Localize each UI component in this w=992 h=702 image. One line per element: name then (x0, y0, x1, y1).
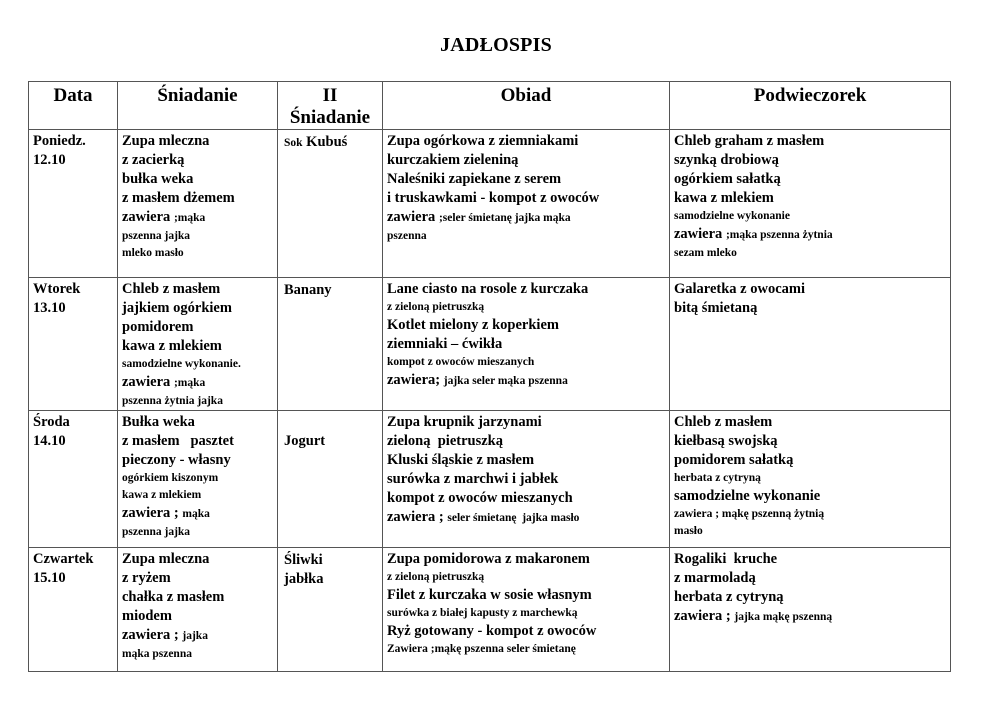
menu-line: jabłka (284, 571, 324, 587)
menu-line: kawa z mlekiem (674, 190, 774, 206)
drink-name: Kubuś (306, 134, 348, 150)
snack-cell (670, 411, 951, 548)
lunch-cell (383, 130, 670, 278)
menu-line: z ryżem (122, 570, 171, 586)
allergens-label: zawiera (387, 209, 436, 225)
date-cell (29, 130, 118, 278)
allergens-label: zawiera ; (674, 608, 731, 624)
menu-line: Ryż gotowany - kompot z owoców (387, 623, 597, 639)
menu-line: z masłem pasztet (122, 433, 234, 449)
menu-line: herbata z cytryną (674, 589, 784, 605)
menu-line: kompot z owoców mieszanych (387, 356, 535, 368)
allergens-text: pszenna (387, 230, 427, 242)
day-date: 13.10 (33, 300, 66, 316)
menu-line: jajkiem ogórkiem (122, 300, 232, 316)
menu-table (28, 81, 951, 672)
header-second-breakfast (278, 82, 383, 130)
menu-line: bitą śmietaną (674, 300, 758, 316)
menu-line: i truskawkami - kompot z owoców (387, 190, 600, 206)
menu-line: Filet z kurczaka w sosie własnym (387, 587, 592, 603)
header-snack: Podwieczorek (670, 82, 951, 130)
allergens-text: ;mąka (173, 212, 206, 224)
day-date: 12.10 (33, 152, 66, 168)
menu-line: z marmoladą (674, 570, 756, 586)
allergens-text: Zawiera ;mąkę pszenna seler śmietanę (387, 643, 576, 655)
preparation-note: samodzielne wykonanie (674, 210, 790, 222)
date-cell (29, 411, 118, 548)
second-breakfast-cell (278, 411, 383, 548)
allergens-label: zawiera (122, 209, 171, 225)
menu-line: Chleb z masłem (122, 281, 221, 297)
menu-line: Śliwki (284, 552, 323, 568)
menu-line: Bułka weka (122, 414, 195, 430)
menu-line: chałka z masłem (122, 589, 225, 605)
menu-line: z zieloną pietruszką (387, 301, 485, 313)
allergens-text: pszenna jajka (122, 230, 191, 242)
allergens-text: zawiera ; mąkę pszenną żytnią (674, 508, 825, 520)
menu-line: ogórkiem kiszonym (122, 472, 219, 484)
menu-line: Zupa pomidorowa z makaronem (387, 551, 590, 567)
allergens-text: pszenna żytnia jajka (122, 395, 223, 407)
allergens-text: ;mąka (173, 377, 206, 389)
menu-line: ogórkiem sałatką (674, 171, 781, 187)
header-lunch: Obiad (383, 82, 670, 130)
menu-line: pomidorem (122, 319, 194, 335)
day-name: Wtorek (33, 281, 81, 297)
allergens-text: pszenna jajka (122, 526, 191, 538)
menu-line: Zupa mleczna (122, 133, 210, 149)
breakfast-cell (118, 278, 278, 411)
menu-line: kawa z mlekiem (122, 338, 222, 354)
preparation-note: samodzielne wykonanie. (122, 358, 241, 370)
snack-cell (670, 548, 951, 672)
menu-line: herbata z cytryną (674, 472, 761, 484)
menu-line: kawa z mlekiem (122, 489, 202, 501)
allergens-line (122, 504, 273, 524)
allergens-text: jajka mąkę pszenną (734, 611, 833, 623)
menu-line: Jogurt (284, 433, 326, 449)
second-breakfast-cell (278, 130, 383, 278)
breakfast-cell (118, 130, 278, 278)
menu-line: miodem (122, 608, 172, 624)
breakfast-cell (118, 411, 278, 548)
allergens-line (387, 371, 665, 391)
allergens-label: zawiera; (387, 372, 441, 388)
snack-cell (670, 278, 951, 411)
header-second-breakfast-line1: II (322, 85, 338, 106)
day-name: Środa (33, 414, 70, 430)
allergens-label: zawiera ; (122, 627, 179, 643)
allergens-label: zawiera ; (122, 505, 179, 521)
header-breakfast: Śniadanie (118, 82, 278, 130)
header-date: Data (29, 82, 118, 130)
menu-line: surówka z białej kapusty z marchewką (387, 607, 578, 619)
date-cell (29, 548, 118, 672)
allergens-text: ;seler śmietanę jajka mąka (438, 212, 571, 224)
breakfast-cell (118, 548, 278, 672)
allergens-text: mąka (182, 508, 210, 520)
day-date: 14.10 (33, 433, 66, 449)
second-breakfast-cell (278, 278, 383, 411)
allergens-text: jajka (182, 630, 208, 642)
allergens-line (122, 208, 273, 228)
table-row (29, 278, 951, 411)
menu-line: Zupa mleczna (122, 551, 210, 567)
menu-line: z zacierką (122, 152, 185, 168)
lunch-cell (383, 548, 670, 672)
table-row (29, 411, 951, 548)
allergens-text: seler śmietanę jajka masło (447, 512, 580, 524)
menu-line: kiełbasą swojską (674, 433, 778, 449)
menu-line: Zupa ogórkowa z ziemniakami (387, 133, 579, 149)
preparation-note: samodzielne wykonanie (674, 488, 821, 504)
menu-line: Chleb graham z masłem (674, 133, 825, 149)
allergens-text: mleko masło (122, 247, 184, 259)
allergens-line (387, 508, 665, 528)
day-name: Czwartek (33, 551, 94, 567)
menu-line: Banany (284, 282, 332, 298)
menu-line: szynką drobiową (674, 152, 779, 168)
allergens-line (674, 607, 946, 627)
menu-line: zieloną pietruszką (387, 433, 503, 449)
second-breakfast-cell (278, 548, 383, 672)
menu-line: z zieloną pietruszką (387, 571, 485, 583)
allergens-line (122, 373, 273, 393)
menu-line: kompot z owoców mieszanych (387, 490, 573, 506)
snack-cell (670, 130, 951, 278)
allergens-text: jajka seler mąka pszenna (443, 375, 568, 387)
menu-line: Kluski śląskie z masłem (387, 452, 535, 468)
menu-line: surówka z marchwi i jabłek (387, 471, 559, 487)
menu-line: Galaretka z owocami (674, 281, 806, 297)
allergens-label: zawiera (674, 226, 723, 242)
header-second-breakfast-line2: Śniadanie (289, 107, 371, 128)
menu-line: kurczakiem zieleniną (387, 152, 519, 168)
allergens-line (122, 626, 273, 646)
menu-line: bułka weka (122, 171, 194, 187)
allergens-text: masło (674, 525, 703, 537)
day-date: 15.10 (33, 570, 66, 586)
allergens-line (387, 208, 665, 228)
table-header-row (29, 82, 951, 130)
menu-line: ziemniaki – ćwikła (387, 336, 503, 352)
drink-prefix: Sok (284, 137, 303, 149)
menu-line: Chleb z masłem (674, 414, 773, 430)
lunch-cell (383, 411, 670, 548)
menu-line: Naleśniki zapiekane z serem (387, 171, 562, 187)
lunch-cell (383, 278, 670, 411)
menu-line: pieczony - własny (122, 452, 231, 468)
page-title: JADŁOSPIS (440, 34, 552, 56)
menu-line (284, 133, 376, 153)
menu-line: pomidorem sałatką (674, 452, 794, 468)
menu-line: Rogaliki kruche (674, 551, 778, 567)
menu-line: Zupa krupnik jarzynami (387, 414, 542, 430)
menu-line: Lane ciasto na rosole z kurczaka (387, 281, 589, 297)
table-row (29, 548, 951, 672)
table-row (29, 130, 951, 278)
allergens-label: zawiera ; (387, 509, 444, 525)
allergens-text: sezam mleko (674, 247, 737, 259)
allergens-text: ;mąka pszenna żytnia (725, 229, 833, 241)
menu-line: z masłem dżemem (122, 190, 235, 206)
date-cell (29, 278, 118, 411)
allergens-line (674, 225, 946, 245)
menu-line: Kotlet mielony z koperkiem (387, 317, 559, 333)
allergens-label: zawiera (122, 374, 171, 390)
allergens-text: mąka pszenna (122, 648, 192, 660)
day-name: Poniedz. (33, 133, 86, 149)
